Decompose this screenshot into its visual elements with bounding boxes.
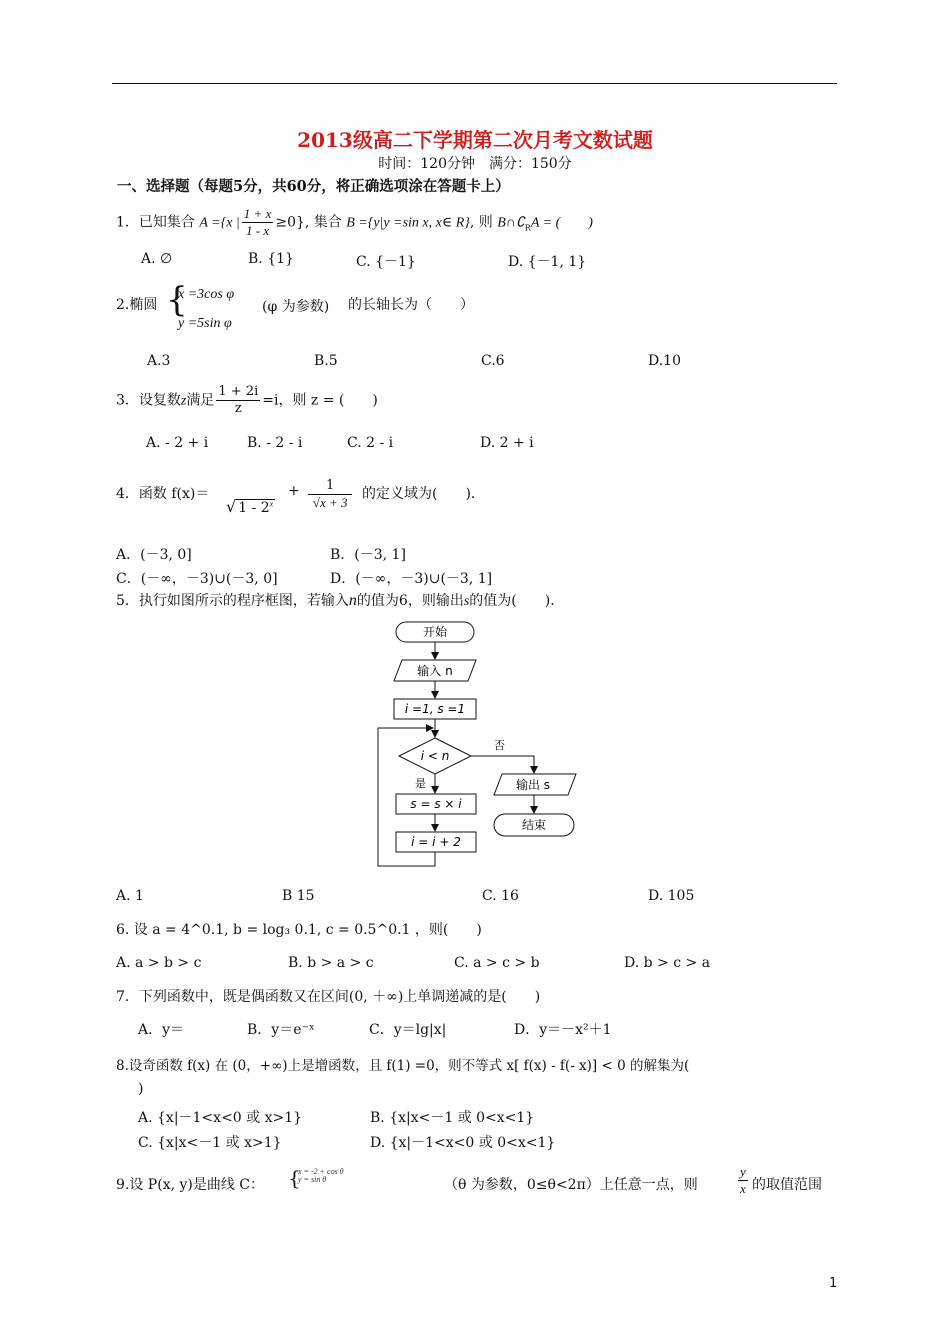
question-7: 7．下列函数中，既是偶函数又在区间(0, ＋∞)上单调递减的是( ) (116, 989, 541, 1005)
q1-option-d: D. {－1, 1} (508, 254, 587, 270)
q2-option-b: B.5 (314, 353, 338, 369)
question-6: 6. 设 a = 4^0.1, b = log₃ 0.1, c = 0.5^0.1 ，则( ) (116, 922, 482, 938)
q9-fraction (736, 1164, 750, 1197)
q8-line1: 8.设奇函数 f(x) 在 (0，+∞)上是增函数，且 f(1) =0，则不等式 x[ f(x) - f(- x)] < 0 的解集为( (116, 1058, 690, 1074)
q4-num: 1 (308, 478, 352, 495)
q2-suffix: 的长轴长为（ ） (348, 297, 474, 313)
q4-den: x + 3 (319, 495, 348, 510)
q4-option-d: D．(－∞，－3)∪(－3, 1] (330, 571, 493, 587)
q9-brace: { (288, 1166, 301, 1190)
q3-prefix: 3．设复数 (116, 392, 181, 409)
q4-option-b: B．(－3, 1] (330, 547, 406, 563)
q1-option-b: B. {1} (248, 251, 294, 267)
q7-option-c: C．y＝lg|x| (369, 1022, 447, 1038)
q3-var: z (180, 393, 187, 409)
exam-subtitle: 时间：120分钟 满分：150分 (378, 156, 572, 172)
q5-option-a: A. 1 (116, 888, 144, 904)
q4-suffix: 的定义域为( )． (362, 486, 485, 502)
q1-option-a: A. ∅ (141, 251, 173, 267)
q3-mid: 满足 (186, 392, 215, 409)
q5-n: n (348, 592, 357, 609)
q9-suffix: 的取值范围 (752, 1177, 822, 1193)
q1-den: 1 - x (246, 223, 270, 238)
question-1 (116, 206, 593, 239)
q4-frac (308, 478, 352, 511)
q5-text-b: 的值为6，则输出 (356, 593, 464, 609)
exam-title: 2013级高二下学期第二次月考文数试题 (297, 128, 653, 152)
q5-text-c: 的值为( )． (469, 593, 565, 609)
flow-no-label: 否 (494, 739, 505, 752)
q4-sup-x: x (269, 499, 274, 509)
question-5 (116, 590, 564, 610)
q3-option-c: C. 2 - i (347, 435, 394, 451)
q3-suffix: =i，则 z = ( ) (262, 392, 378, 409)
q2-param: (φ 为参数) (262, 299, 330, 315)
q1-mid: , 集合 (304, 214, 342, 231)
q3-option-a: A. - 2 + i (146, 435, 209, 451)
q9-line2: y = sin θ (298, 1175, 327, 1184)
q1-expr2: A = ( ) (530, 215, 593, 231)
flowchart (370, 615, 590, 875)
q1-set-b: B ={y|y =sin x, x∈ R} (346, 215, 470, 231)
q8-line2: ) (138, 1081, 144, 1097)
q4-option-c: C．(－∞，－3)∪(－3, 0] (116, 571, 278, 587)
q7-option-a: A．y＝ (138, 1022, 185, 1038)
q7-option-d: D．y＝－x²＋1 (514, 1022, 612, 1038)
q9-line1: x = -2 + cos θ (298, 1167, 344, 1176)
q6-option-a: A. a > b > c (116, 955, 202, 971)
q9-mid: （θ 为参数，0≤θ<2π）上任意一点，则 (444, 1177, 698, 1193)
q1-set-a-rhs: ≥0} (275, 214, 305, 231)
q2-option-a: A.3 (147, 353, 171, 369)
question-3 (116, 384, 378, 417)
q2-option-c: C.6 (481, 353, 505, 369)
flow-init-label: i =1, s =1 (404, 702, 466, 716)
q1-num: 1 + x (243, 206, 272, 221)
q4-plus: + (288, 483, 300, 499)
q9-num: y (740, 1164, 746, 1179)
q9-prefix: 9.设 P(x, y)是曲线 C： (116, 1177, 265, 1193)
q1-option-c: C. {－1} (356, 254, 416, 270)
flow-no-arrow (471, 756, 534, 773)
q3-option-d: D. 2 + i (480, 435, 534, 451)
q6-option-c: C. a > c > b (454, 955, 540, 971)
q9-den: x (740, 1181, 746, 1196)
flow-decision-label: i < n (420, 749, 450, 763)
q9-system (298, 1168, 344, 1184)
q6-option-b: B. b > a > c (288, 955, 374, 971)
q3-num: 1 + 2i (218, 384, 259, 399)
q9-frac (738, 1164, 748, 1197)
q2-brace: { (166, 280, 188, 320)
q5-option-d: D. 105 (648, 888, 695, 904)
q8-option-b: B. {x|x<－1 或 0<x<1} (370, 1110, 535, 1126)
q4-sqrt1: √ 1 - 2$^x$ (226, 497, 274, 516)
flow-mult-label: s = s × i (410, 797, 462, 811)
flow-end-label: 结束 (521, 818, 547, 832)
q8-option-a: A. {x|－1<x<0 或 x>1} (138, 1110, 303, 1126)
q4-option-a: A．(－3, 0] (116, 547, 192, 563)
q1-fraction (242, 206, 274, 239)
q5-option-c: C. 16 (482, 888, 519, 904)
q5-option-b: B 15 (282, 888, 315, 904)
q1-expr: B∩∁ (497, 215, 525, 231)
flow-input-label: 输入 n (417, 664, 453, 678)
flow-incr-label: i = i + 2 (411, 835, 461, 849)
q1-prefix: 1．已知集合 (116, 214, 195, 231)
q4-den-wrap: √x + 3 (312, 495, 348, 510)
page-number: 1 (829, 1276, 838, 1291)
q2-line1: x =3cos φ (178, 287, 235, 302)
q4-prefix: 4．函数 f(x)＝ (116, 486, 210, 502)
q8-option-d: D. {x|－1<x<0 或 0<x<1} (370, 1135, 556, 1151)
header-rule (112, 83, 837, 84)
flow-start-label: 开始 (422, 625, 448, 639)
q2-option-d: D.10 (648, 353, 681, 369)
q7-option-b: B．y＝e⁻ˣ (247, 1022, 315, 1038)
q2-line2: y =5sin φ (178, 316, 232, 331)
q6-option-d: D. b > c > a (624, 955, 711, 971)
q3-fraction (216, 384, 260, 417)
q4-fraction (306, 478, 354, 511)
q4-sqrt1-body: 1 - 2 (238, 500, 270, 516)
q5-text-a: 5．执行如图所示的程序框图，若输入 (116, 593, 349, 609)
q1-suffix: , 则 (469, 214, 493, 231)
q5-s: s (463, 594, 470, 609)
flow-yes-label: 是 (415, 777, 426, 790)
q8-option-c: C. {x|x<－1 或 x>1} (138, 1135, 282, 1151)
q2-prefix: 2.椭圆 (116, 297, 158, 313)
q3-den: z (234, 401, 242, 416)
flow-output-label: 输出 s (515, 778, 551, 792)
q1-sub-r: R (524, 223, 531, 233)
q1-set-a-lhs: A ={x | (199, 215, 240, 231)
section-heading: 一、选择题（每题5分，共60分，将正确选项涂在答题卡上） (117, 178, 510, 195)
q3-option-b: B. - 2 - i (247, 435, 303, 451)
